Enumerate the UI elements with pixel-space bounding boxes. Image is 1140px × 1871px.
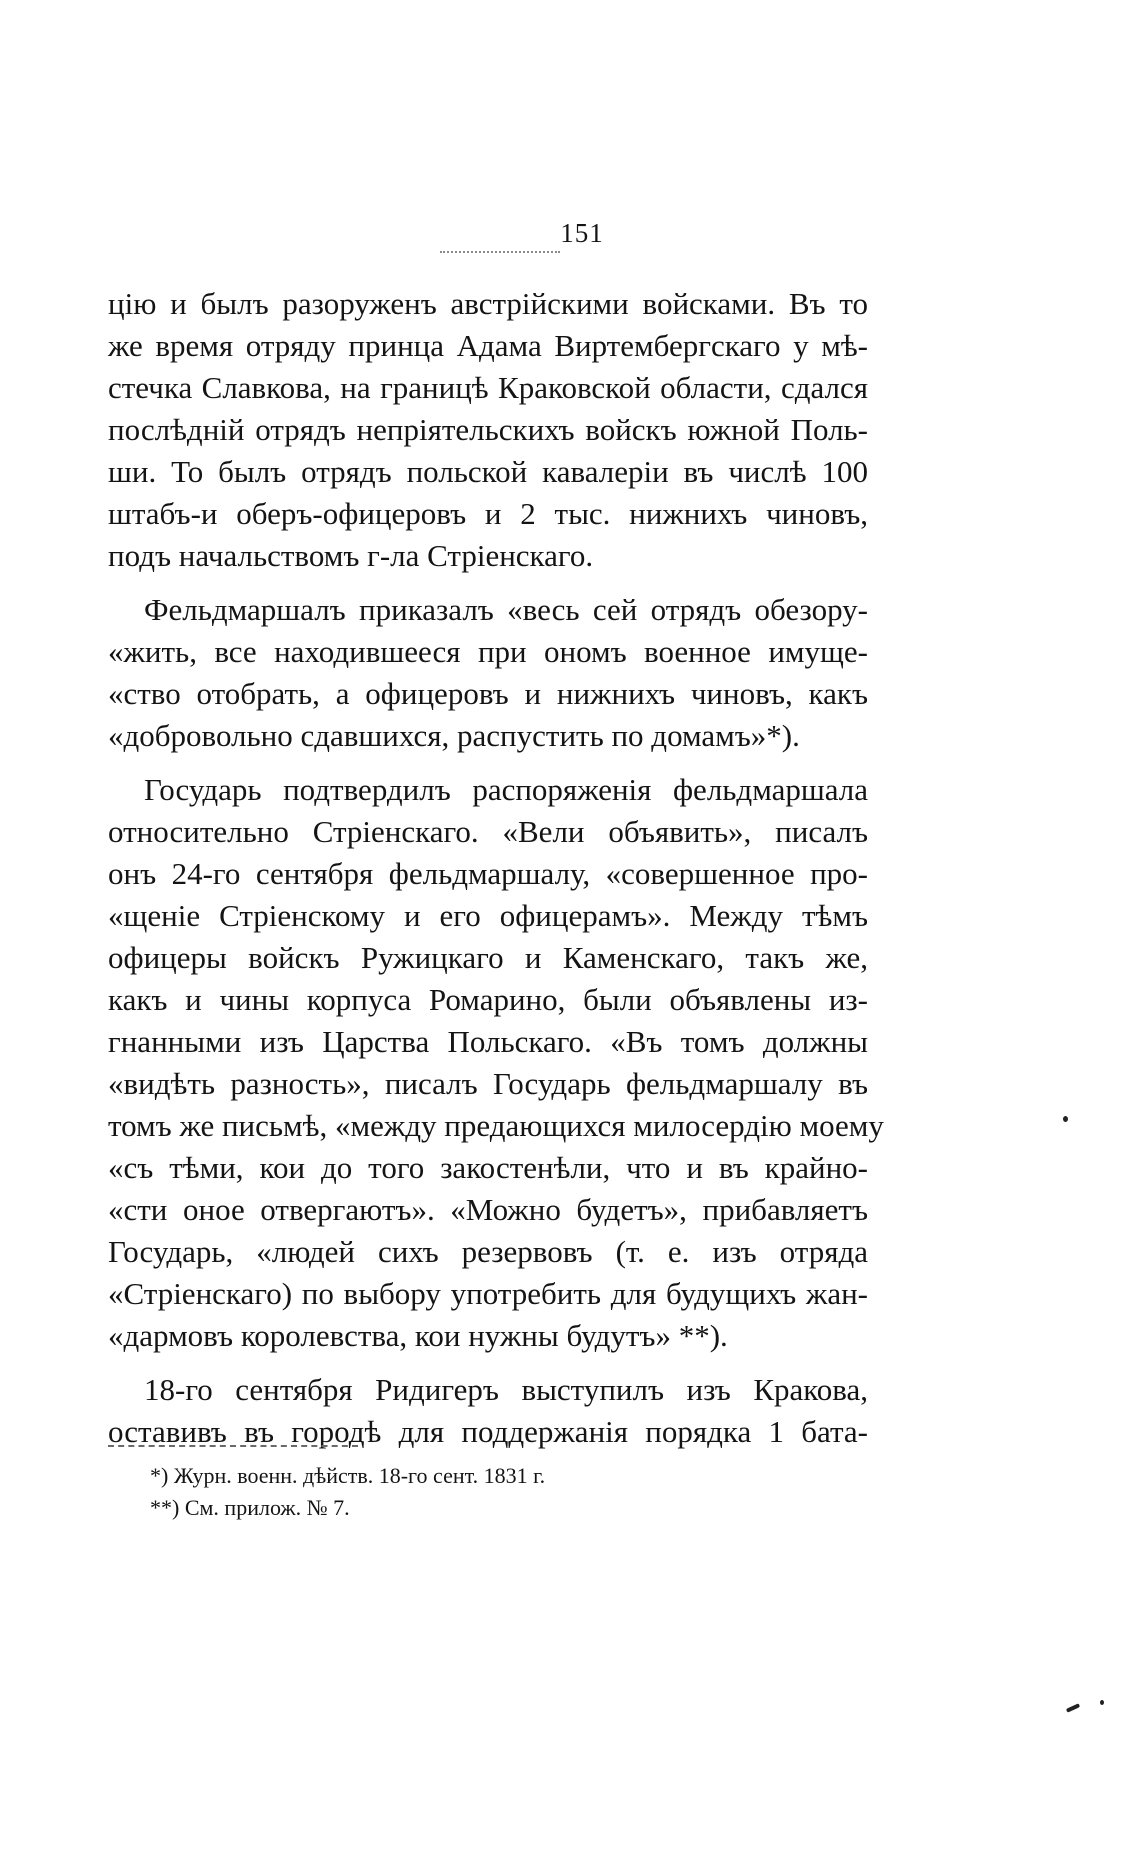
text-line: послѣдній отрядъ непріятельскихъ войскъ южной Поль- (108, 412, 868, 447)
text-line: ши. То былъ отрядъ польской кавалеріи въ числѣ 100 (108, 454, 868, 489)
text-line: Фельдмаршалъ приказалъ «весь сей отрядъ обезору- (144, 592, 868, 627)
text-line: какъ и чины корпуса Ромарино, были объявлены из- (108, 982, 868, 1017)
text-line: «видѣть разность», писалъ Государь фельдмаршалу въ (108, 1066, 868, 1101)
text-line: «добровольно сдавшихся, распустить по домамъ»*). (108, 718, 800, 753)
text-line: офицеры войскъ Ружицкаго и Каменскаго, такъ же, (108, 940, 868, 975)
paragraph-3 (108, 769, 884, 1357)
text-line: Государь подтвердилъ распоряженія фельдмаршала (144, 772, 868, 807)
text-line: относительно Стріенскаго. «Вели объявить», писалъ (108, 814, 868, 849)
text-line: «щеніе Стріенскому и его офицерамъ». Между тѣмъ (108, 898, 868, 933)
text-line: цію и былъ разоруженъ австрійскими войсками. Въ то (108, 286, 868, 321)
text-line: «ство отобрать, а офицеровъ и нижнихъ чиновъ, какъ (108, 676, 868, 711)
scan-speck (1066, 1703, 1080, 1713)
text-line: «съ тѣми, кои до того закостенѣли, что и въ крайно- (108, 1150, 868, 1185)
text-line: подъ начальствомъ г-ла Стріенскаго. (108, 538, 594, 573)
text-line: штабъ-и оберъ-офицеровъ и 2 тыс. нижнихъ чиновъ, (108, 496, 868, 531)
paragraph-1 (108, 283, 868, 577)
text-line: «Стріенскаго) по выбору употребить для будущихъ жан- (108, 1276, 868, 1311)
text-line: томъ же письмѣ, «между предающихся милосердію моему (108, 1108, 884, 1143)
text-line: «дармовъ королевства, кои нужны будутъ» **). (108, 1318, 728, 1353)
footnote: *) Журн. военн. дѣйств. 18-го сент. 1831 г. (150, 1463, 546, 1488)
scan-speck (1063, 1116, 1068, 1122)
text-line: «жить, все находившееся при ономъ военное имуще- (108, 634, 868, 669)
text-line: же время отряду принца Адама Виртембергскаго у мѣ- (108, 328, 868, 363)
footnote: **) См. прилож. № 7. (150, 1495, 350, 1520)
page-number: 151 (560, 218, 604, 248)
scan-speck (1100, 1700, 1104, 1705)
body-text (108, 283, 884, 1453)
footnotes (150, 1460, 850, 1524)
text-line: 18-го сентября Ридигеръ выступилъ изъ Кракова, (144, 1372, 868, 1407)
page-number-rule (440, 251, 560, 253)
paragraph-4 (108, 1369, 868, 1453)
text-line: онъ 24-го сентября фельдмаршалу, «совершенное про- (108, 856, 868, 891)
text-line: оставивъ въ городѣ для поддержанія порядка 1 бата- (108, 1414, 868, 1449)
text-line: Государь, «людей сихъ резервовъ (т. е. изъ отряда (108, 1234, 868, 1269)
footnote-divider (108, 1445, 358, 1447)
text-line: гнанными изъ Царства Польскаго. «Въ томъ должны (108, 1024, 868, 1059)
text-line: стечка Славкова, на границѣ Краковской области, сдался (108, 370, 868, 405)
paragraph-2 (108, 589, 868, 757)
text-line: «сти оное отвергаютъ». «Можно будетъ», прибавляетъ (108, 1192, 868, 1227)
